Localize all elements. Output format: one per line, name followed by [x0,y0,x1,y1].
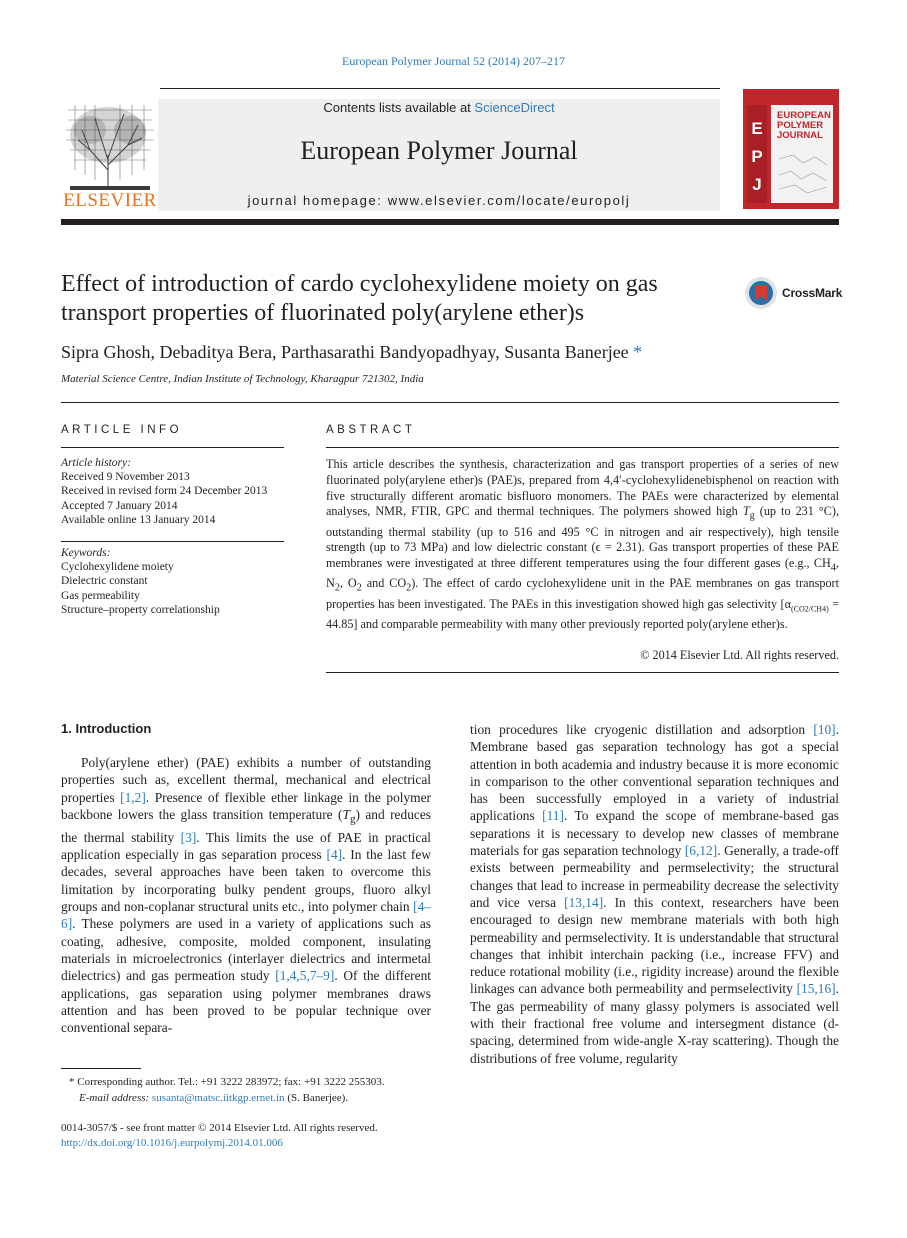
article-title-line-2: transport properties of fluorinated poly(arylene ether)s [61,300,585,326]
article-history [61,456,291,527]
author-list [61,342,821,363]
alpha-subscript: (CO2/CH4) [790,604,829,614]
issn-line: 0014-3057/$ - see front matter © 2014 Elsevier Ltd. All rights reserved. [61,1122,378,1134]
tg-symbol: T [742,504,750,519]
affiliation: Material Science Centre, Indian Institute of Technology, Kharagpur 721302, India [61,373,424,385]
journal-cover-thumbnail[interactable] [743,89,839,209]
rule-below-abstract [326,672,839,673]
cover-line-2: POLYMER [777,120,824,131]
italic-symbol: T [342,806,350,822]
corresponding-author-footnote [61,1075,441,1106]
article-info-rule [61,447,284,448]
journal-title: European Polymer Journal [300,136,578,165]
history-revised: Received in revised form 24 December 2013 [61,485,268,498]
abstract-part: = 44.85] and comparable permeability with many other previously reported poly(arylene ether)s. [326,596,840,631]
crossmark-badge[interactable] [744,275,844,311]
body-text: . These polymers are used in a variety of applications such as coating, adhesive, composite, molded component, insulating materials in microelectronics (interlayer dielectrics and intermetal dielectrics) and gas permeation study [61,916,431,984]
citation-link[interactable]: [1,4,5,7–9] [275,968,335,984]
body-text: . Of the different applications, gas separation using polymer membranes draws attention and has been proved to be popular technique over conventional separa- [61,968,432,1036]
keyword-item: Dielectric constant [61,575,148,588]
header-rule-top [160,88,720,89]
citation-link[interactable]: [15,16] [796,981,836,997]
abstract-part: This article describes the synthesis, characterization and gas transport properties of a series of new fluorinated poly(arylene ether)s (PAE)s, prepared from 4,4′-cyclohexylidenebisphenol on reaction with five structurally different aromatic bisfluoro monomers. The PAEs were characterized by elemental analyses, NMR, FTIR, GPC and thermal techniques. The polymers showed high [326,457,839,519]
keywords [61,546,291,617]
keyword-item: Gas permeability [61,589,140,602]
article-title-line-1: Effect of introduction of cardo cyclohexylidene moiety on gas [61,271,658,297]
keywords-rule [61,541,284,542]
body-text: . This limits the use of PAE in practical application especially in gas separation process [61,829,432,863]
abstract-part: , O [339,576,357,591]
cover-letter-j: J [752,175,762,194]
history-label: Article history: [61,457,131,469]
abstract-part: and CO [361,576,407,591]
journal-reference[interactable]: European Polymer Journal 52 (2014) 207–217 [342,54,565,68]
body-text: . In the last few decades, several approaches have been taken to overcome this limitation by incorporating bulky pendent groups, fluoro alkyl groups and non-coplanar structural units etc., into polymer chain [61,847,431,915]
citation-link[interactable]: [6,12] [684,843,718,859]
rule-below-affiliation [61,402,839,403]
abstract-part: , N [326,556,839,591]
history-received: Received 9 November 2013 [61,471,190,484]
citation-link[interactable]: [4] [326,847,343,863]
crossmark-label: CrossMark [782,286,843,300]
body-text: . To expand the scope of membrane-based gas separations it is necessary to develop new classes of membrane materials for gas separation technology [470,808,839,859]
subscript: 2 [406,582,412,594]
abstract-text [326,457,839,633]
subscript: g [349,813,356,826]
abstract-rule [326,447,839,448]
article-title [61,270,741,328]
keyword-item: Structure–property correlationship [61,603,220,616]
subscript: 4 [830,562,836,574]
citation-link[interactable]: [13,14] [564,894,604,910]
footnote-contact: * Corresponding author. Tel.: +91 3222 283972; fax: +91 3222 255303. [69,1076,385,1088]
abstract-part: ). The effect of cardo cyclohexylidene unit in the PAE membranes on gas transport properties has been investigated. The PAEs in this investigation showed high gas selectivity [α [326,576,840,611]
email-label: E-mail address: [79,1091,150,1104]
body-text: . In this context, researchers have been encouraged to design new membrane materials with both high permeability and permselectivity. It is understandable that structural changes that inhibit interchain packing (i.e., increase FFV) and reduce rotational mobility (i.e., rigidity increase) around the flexible linkages can advance both permeability and permselectivity [470,894,839,997]
abstract-copyright: © 2014 Elsevier Ltd. All rights reserved. [640,648,839,662]
body-text: ) and reduces the thermal stability [61,806,431,845]
subscript: 2 [356,582,362,594]
cover-letter-e: E [751,119,763,138]
abstract-part: (up to 231 °C), outstanding thermal stability (up to 516 and 495 °C in nitrogen and air respectively), high tensile strength (up to 73 MPa) and low dielectric constant (ϵ = 2.31). Gas transport properties of these PAE membranes were investigated at three different temperatures using the four different gases (e.g., CH [326,504,840,571]
contents-line [158,100,720,115]
contents-prefix: Contents lists available at [323,100,475,115]
keyword-item: Cyclohexylidene moiety [61,561,174,574]
journal-homepage[interactable]: journal homepage: www.elsevier.com/locate/europolj [247,193,631,208]
tg-subscript: g [749,510,755,522]
header-rule-thick [61,219,839,225]
elsevier-logo-icon [60,100,160,210]
issn-block [61,1121,461,1151]
citation-link[interactable]: [3] [180,829,197,845]
citation-link[interactable]: [1,2] [120,789,146,805]
corresponding-author-mark[interactable]: * [633,342,643,362]
cover-line-3: JOURNAL [777,130,823,141]
email-owner: (S. Banerjee). [284,1091,349,1104]
elsevier-wordmark: ELSEVIER [63,190,157,211]
article-info-heading: ARTICLE INFO [61,424,183,436]
body-column-right [470,721,839,1067]
email-link[interactable]: susanta@matsc.iitkgp.ernet.in [151,1091,285,1104]
footnote-rule [61,1068,141,1069]
crossmark-icon [744,275,780,311]
abstract-heading: ABSTRACT [326,424,416,436]
sciencedirect-link[interactable]: ScienceDirect [474,100,555,115]
cover-letter-p: P [751,147,763,166]
section-title-introduction: 1. Introduction [61,721,152,736]
body-text: . Membrane based gas separation technology has got a special attention in both academia and industry because it is more economic in comparison to the other conventional separation techniques and has been successfully employed in a variety of industrial applications [470,722,839,824]
citation-link[interactable]: [10] [813,722,836,737]
doi-link[interactable]: http://dx.doi.org/10.1016/j.eurpolymj.2014.01.006 [61,1137,283,1149]
body-column-left [61,754,431,1036]
citation-link[interactable]: [4–6] [61,899,431,932]
history-online: Available online 13 January 2014 [61,513,216,526]
body-text: . Generally, a trade-off exists between permeability and permselectivity; the structural changes that lead to increase in permeability decrease the selectivity and vice versa [470,843,839,910]
body-text: tion procedures like cryogenic distillation and adsorption [470,722,814,737]
cover-line-1: EUROPEAN [777,110,831,121]
subscript: 2 [334,582,340,594]
authors-text: Sipra Ghosh, Debaditya Bera, Parthasarathi Bandyopadhyay, Susanta Banerjee [61,342,629,362]
keywords-label: Keywords: [61,547,111,559]
body-text: Poly(arylene ether) (PAE) exhibits a number of outstanding properties such as, excellent thermal, mechanical and electrical properties [61,755,431,805]
body-text: . The gas permeability of many glassy polymers is associated well with their fractional free volume and intersegment distance (d-spacing, determined from wide-angle X-ray scattering). Though the distributions of free volume, regularity [470,981,839,1066]
body-text: . Presence of flexible ether linkage in the polymer backbone lowers the glass transition temperature ( [61,789,431,822]
citation-link[interactable]: [11] [542,808,564,824]
history-accepted: Accepted 7 January 2014 [61,499,178,512]
